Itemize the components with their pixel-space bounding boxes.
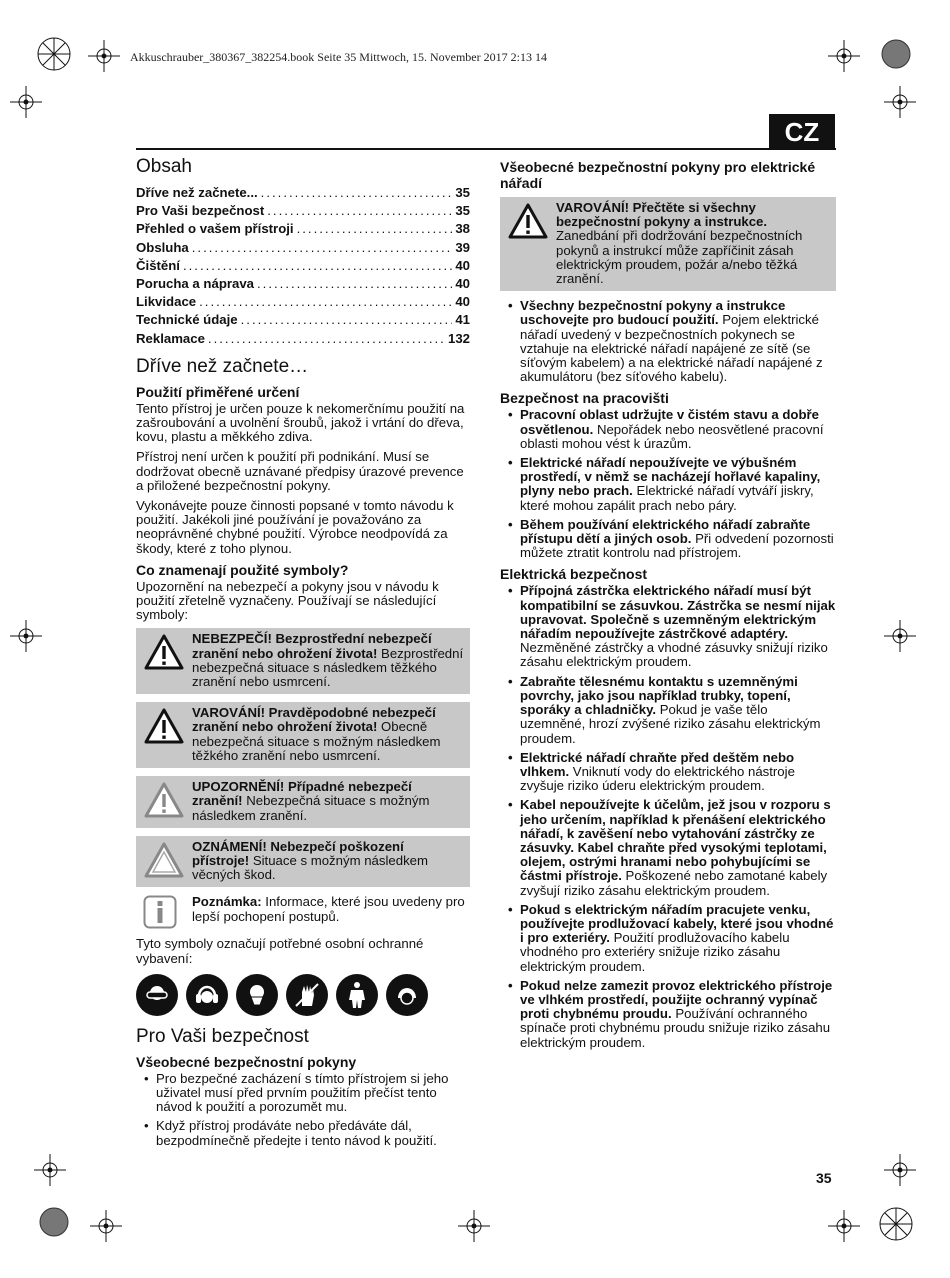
list-item [500,299,836,384]
toc-row[interactable] [136,293,470,311]
list-item-text: Nezměněné zástrčky a vhodné zásuvky snižují riziko zásahu elektrickým proudem. [520,640,828,670]
notice-triangle-icon [144,842,184,878]
toc-label: Dříve než začnete... [136,185,258,200]
electrical-safety-list [500,584,836,1049]
list-item-bold: Během používání elektrického nářadí zabraňte přístupu dětí a jiných osob. [520,516,811,547]
toc-page: 41 [455,312,470,328]
toc-label: Technické údaje [136,312,238,328]
toc-label: Pro Vaši bezpečnost [136,203,265,219]
subheading-power-tool-safety: Všeobecné bezpečnostní pokyny pro elektrické nářadí [500,159,816,191]
list-item-text: Při odvedení pozornosti můžete ztratit kontrolu nad přístrojem. [520,531,834,561]
crosshair-mark-left-upper [10,86,42,118]
registration-mark-top-right [880,38,912,70]
registration-mark-top-left [36,36,72,72]
toc-leader [297,220,453,238]
warning-text: Obecně nebezpečná situace s možným následkem těžkého zranění nebo usmrcení. [192,719,441,763]
toc-page: 40 [455,276,470,292]
toc-leader [257,275,452,293]
toc-row[interactable] [136,275,470,293]
toc-page: 40 [455,294,470,310]
crosshair-mark-left-middle [10,620,42,652]
crosshair-mark-right-lower [884,1154,916,1186]
keep-instructions-list [500,299,836,384]
toc-leader [183,257,452,275]
list-item-bold: Elektrické nářadí nepoužívejte ve výbušném prostředí, v němž se nacházejí hořlavé kapaliny, plyny nebo prach. [520,455,821,499]
list-item-text: Pokud je vaše tělo uzemněné, hrozí zvýšené riziko zásahu elektrickým proudem. [520,702,821,746]
table-of-contents [136,184,470,348]
toc-label: Přehled o vašem přístroji [136,221,294,237]
caution-text: Nebezpečná situace s možným následkem zranění. [192,793,430,823]
crosshair-mark-bottom-left [90,1210,122,1242]
toc-leader [241,311,453,329]
toc-leader [192,239,453,257]
toc-label: Obsluha [136,239,189,255]
subheading-intended-use: Použití přiměřené určení [136,383,300,400]
notice-text: Situace s možným následkem věcných škod. [192,852,428,883]
list-item-bold: Pokud nelze zamezit provoz elektrického přístroje ve vlhkém prostředí, použijte ochranný vypínač proti chybnému proudu. [520,977,833,1022]
note-box [136,895,470,929]
warning-triangle-icon [144,634,184,670]
notice-box [136,836,470,888]
crosshair-mark-right-upper [884,86,916,118]
list-item: • Pro bezpečné zacházení s tímto přístrojem si jeho uživatel musí před prvním použitím přečíst tento návod k použití a porozumět mu. [136,1072,470,1115]
list-item-text: Nepořádek nebo neosvětlené pracovní oblasti mohou vést k úrazům. [520,421,824,451]
toc-row[interactable] [136,202,470,220]
right-column [500,156,836,1055]
registration-mark-bottom-right [878,1206,914,1242]
list-item-text: Elektrické nářadí vytváří jiskry, které mohou zapálit prach nebo páry. [520,483,814,513]
list-item [500,675,836,746]
subheading-electrical-safety: Elektrická bezpečnost [500,566,648,583]
paragraph: Vykonávejte pouze činnosti popsané v tomto návodu k použití. Jakékoli jiné používání je považováno za neoprávněné chybné použití. Výrobce neodpovídá za škody, které z toho plynou. [136,498,454,556]
paragraph: Upozornění na nebezpečí a pokyny jsou v návodu k použití zřetelně vyznačeny. Používají se následující symboly: [136,578,439,623]
toc-row[interactable] [136,257,470,275]
crosshair-mark-top-left [88,40,120,72]
danger-box [136,628,470,694]
work-clothing-icon [336,974,378,1016]
list-item-text: Používání ochranného spínače proti chybnému proudu snižuje riziko zásahu elektrickým proudem. [520,1006,831,1050]
page-number: 35 [816,1170,832,1186]
toc-leader [199,293,452,311]
list-item-text: Vniknutí vody do elektrického nástroje zvyšuje riziko úderu elektrickým proudem. [520,763,795,794]
toc-leader [208,330,445,348]
note-text: Informace, které jsou uvedeny pro lepší pochopení postupů. [192,894,465,924]
paragraph: Tyto symboly označují potřebné osobní ochranné vybavení: [136,936,424,966]
toc-label: Likvidace [136,294,197,310]
list-item-bold: Elektrické nářadí chraňte před deštěm nebo vlhkem. [520,749,795,779]
header-rule [136,148,836,150]
toc-page: 40 [455,257,470,273]
crosshair-mark-right-middle [884,620,916,652]
general-safety-list [136,1072,470,1148]
list-item-text: Použití prodlužovacího kabelu vhodného pro exteriéry snižuje riziko zásahu elektrickým proudem. [520,930,790,974]
list-item-bold: Všechny bezpečnostní pokyny a instrukce uschovejte pro budoucí použití. [520,298,786,328]
paragraph: Tento přístroj je určen pouze k nekomerčnímu použití na zašroubování a uvolnění šroubů, jakož i vrtání do dřeva, kovu, plastu a měkkého zdiva. [136,400,465,445]
toc-leader [267,202,452,220]
list-item-bold: Pracovní oblast udržujte v čistém stavu a dobře osvětlenou. [520,407,820,437]
toc-row[interactable] [136,184,470,202]
list-item [500,456,836,513]
list-item [500,518,836,561]
list-item-bold: Zabraňte tělesnému kontaktu s uzemněnými povrchy, jako jsou například trubky, topení, sporáky a chladničky. [520,673,798,718]
danger-text: Bezprostřední nebezpečná situace s následkem těžkého zranění nebo usmrcení. [192,645,464,690]
warning-label: VAROVÁNÍ! Přečtěte si všechny bezpečnostní pokyny a instrukce. [556,200,768,230]
list-item-bold: Přípojná zástrčka elektrického nářadí musí být kompatibilní se zásuvkou. Zástrčka se nesmí nijak upravovat. Společně s uzemněným elektrickým nářadím nepoužívejte zástrčkové adaptéry. [520,583,836,642]
caution-box [136,776,470,828]
list-item [500,798,836,897]
toc-label: Čištění [136,257,180,273]
dust-mask-icon [236,974,278,1016]
section-title-safety: Pro Vaši bezpečnost [136,1025,309,1047]
danger-label: NEBEZPEČÍ! Bezprostřední nebezpečí zranění nebo ohrožení života! [192,631,432,661]
crosshair-mark-top-right [828,40,860,72]
list-item-bold: Kabel nepoužívejte k účelům, jež jsou v rozporu s jeho určením, například k přenášení elektrického nářadí, k zavěšení nebo vytahování zástrčky ze zásuvky. Kabel chraňte před vysokými teplotami, olejem, ostrými hranami nebo pohybujícími se částmi přístroje. [520,797,831,884]
note-label: Poznámka: [192,894,262,910]
toc-page: 132 [447,330,470,346]
list-item [500,979,836,1050]
language-badge: CZ [769,114,835,150]
subheading-symbols: Co znamenají použité symboly? [136,561,349,578]
list-item [500,751,836,794]
warning-label: VAROVÁNÍ! Pravděpodobné nebezpečí zranění nebo ohrožení života! [192,705,436,735]
read-instructions-warning-box [500,197,836,291]
list-item [500,903,836,974]
toc-leader [261,184,453,202]
toc-row[interactable] [136,220,470,238]
goggles-icon [136,974,178,1016]
list-item-text: Poškozené nebo zamotané kabely zvyšují riziko zásahu elektrickým proudem. [520,868,828,898]
toc-label: Reklamace [136,330,205,346]
notice-label: OZNÁMENÍ! Nebezpečí poškození přístroje! [192,838,404,868]
toc-row[interactable] [136,330,470,348]
hair-net-icon [386,974,428,1016]
toc-page: 35 [455,203,470,219]
toc-row[interactable] [136,311,470,329]
subheading-work-area: Bezpečnost na pracovišti [500,390,669,407]
caution-triangle-icon [144,782,184,818]
toc-row[interactable] [136,239,470,257]
crosshair-mark-bottom-right [828,1210,860,1242]
toc-title: Obsah [136,156,192,177]
crosshair-mark-bottom-center [458,1210,490,1242]
list-item: • Když přístroj prodáváte nebo předáváte dál, bezpodmínečně předejte i tento návod k použití. [136,1119,470,1147]
work-area-list [500,408,836,560]
toc-page: 35 [455,185,470,200]
ear-protection-icon [186,974,228,1016]
warning-triangle-icon [144,708,184,744]
list-item-bold: Pokud s elektrickým nářadím pracujete venku, používejte prodlužovací kabely, které jsou vhodné i pro exteriéry. [520,901,834,946]
crosshair-mark-left-lower [34,1154,66,1186]
section-title-before: Dříve než začnete… [136,355,309,377]
warning-text: Zanedbání při dodržování bezpečnostních pokynů a instrukcí může zapříčinit zásah elektrickým proudem, požár a/nebo těžká zranění. [556,228,803,287]
warning-triangle-icon [508,203,548,239]
toc-page: 39 [455,239,470,255]
toc-page: 38 [455,221,470,237]
list-item [500,584,836,669]
print-meta-line: Akkuschrauber_380367_382254.book Seite 35 Mittwoch, 15. November 2017 2:13 14 [130,50,547,64]
ppe-icons [136,974,470,1016]
warning-box [136,702,470,768]
caution-label: UPOZORNĚNÍ! Případné nebezpečí zranění! [192,779,412,809]
paragraph: Přístroj není určen k použití při podnikání. Musí se dodržovat obecně uznávané předpisy úrazové prevence a přiložené bezpečnostní pokyny. [136,449,464,493]
left-column [136,156,470,1153]
list-item-text: Pojem elektrické nářadí uvedený v bezpečnostních pokynech se vztahuje na elektrické nářadí napájené ze sítě (se síťovým kabelem) a na elektrické nářadí napájené z akumulátoru (bez síťového kabelu). [520,312,823,385]
toc-label: Porucha a náprava [136,276,255,292]
subheading-general-safety: Všeobecné bezpečnostní pokyny [136,1053,357,1070]
list-item [500,408,836,451]
info-icon [143,895,177,929]
registration-mark-bottom-left [38,1206,70,1238]
gloves-icon [286,974,328,1016]
